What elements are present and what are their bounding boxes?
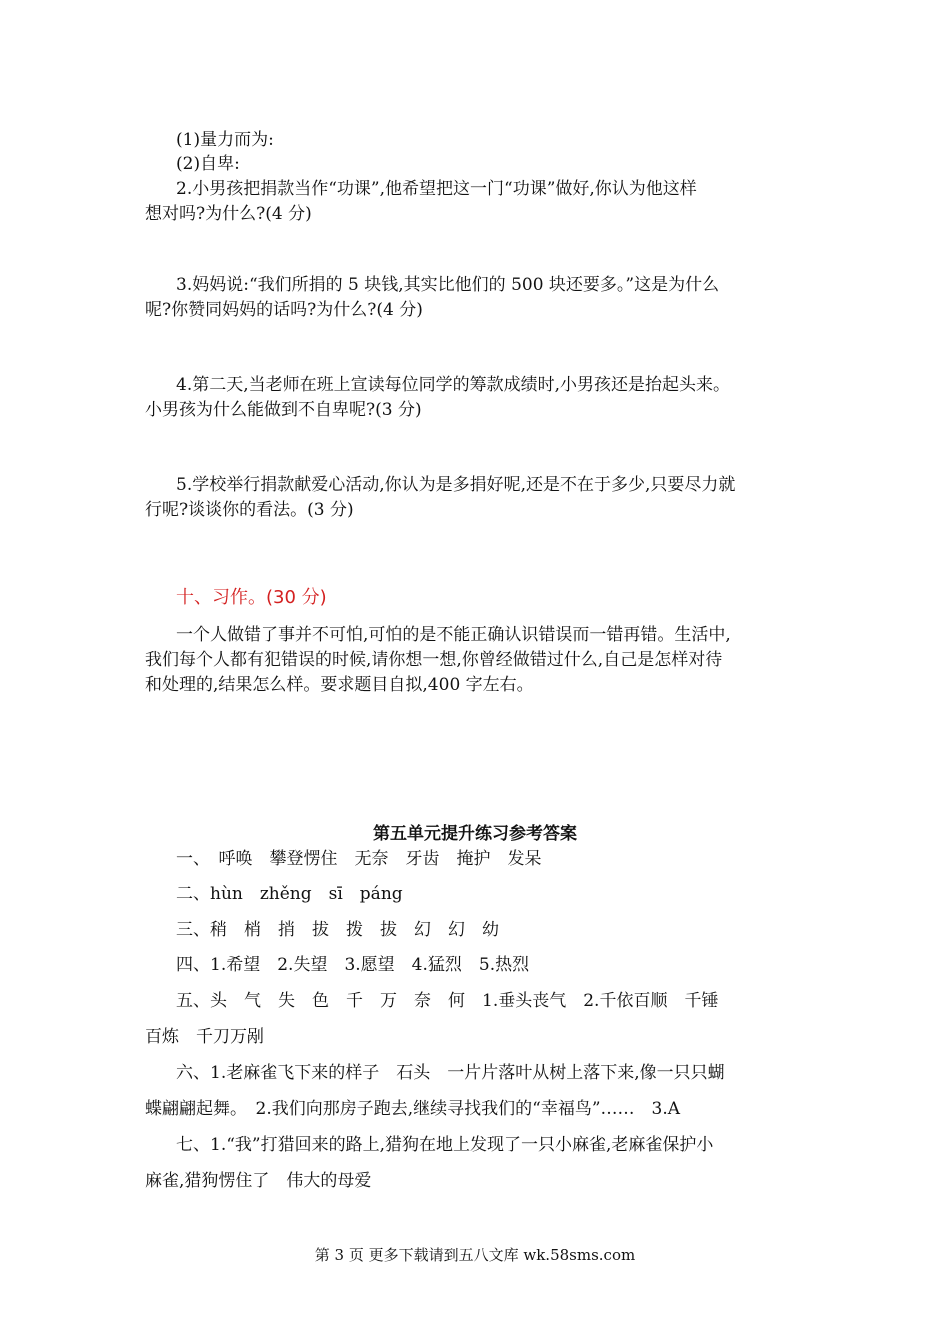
writing-prompt-line-1: 一个人做错了事并不可怕,可怕的是不能正确认识错误而一错再错。生活中, (176, 625, 731, 645)
writing-prompt-line-3: 和处理的,结果怎么样。要求题目自拟,400 字左右。 (145, 675, 534, 695)
answer-5-line-2: 百炼 千刀万剐 (145, 1027, 264, 1047)
answer-3: 三、稍 梢 捎 拔 拨 拔 幻 幻 幼 (176, 920, 499, 940)
answer-7-line-1: 七、1.“我”打猎回来的路上,猎狗在地上发现了一只小麻雀,老麻雀保护小 (176, 1135, 714, 1155)
question-5-line-1: 5.学校举行捐款献爱心活动,你认为是多捐好呢,还是不在于多少,只要尽力就 (176, 475, 736, 495)
answer-4: 四、1.希望 2.失望 3.愿望 4.猛烈 5.热烈 (176, 955, 530, 975)
sub-question-1: (1)量力而为: (176, 130, 274, 150)
answer-7-line-2: 麻雀,猎狗愣住了 伟大的母爱 (145, 1171, 372, 1191)
page-footer: 第 3 页 更多下载请到五八文库 wk.58sms.com (314, 1246, 636, 1264)
writing-prompt-line-2: 我们每个人都有犯错误的时候,请你想一想,你曾经做错过什么,自己是怎样对待 (145, 650, 723, 670)
answer-6-line-1: 六、1.老麻雀飞下来的样子 石头 一片片落叶从树上落下来,像一只只蝴 (176, 1063, 725, 1083)
question-5-line-2: 行呢?谈谈你的看法。(3 分) (145, 500, 354, 520)
answer-1: 一、 呼唤 攀登愣住 无奈 牙齿 掩护 发呆 (176, 849, 542, 869)
answer-key-title: 第五单元提升练习参考答案 (373, 824, 577, 844)
question-3-line-1: 3.妈妈说:“我们所捐的 5 块钱,其实比他们的 500 块还要多。”这是为什么 (176, 275, 720, 295)
answer-5-line-1: 五、头 气 失 色 千 万 奈 何 1.垂头丧气 2.千依百顺 千锤 (176, 991, 719, 1011)
question-4-line-1: 4.第二天,当老师在班上宣读每位同学的筹款成绩时,小男孩还是抬起头来。 (176, 375, 731, 395)
answer-2: 二、hùn zhěng sī páng (176, 884, 403, 904)
sub-question-2: (2)自卑: (176, 154, 240, 174)
question-2-line-1: 2.小男孩把捐款当作“功课”,他希望把这一门“功课”做好,你认为他这样 (176, 179, 697, 199)
question-4-line-2: 小男孩为什么能做到不自卑呢?(3 分) (145, 400, 422, 420)
question-2-line-2: 想对吗?为什么?(4 分) (145, 204, 312, 224)
answer-6-line-2: 蝶翩翩起舞。 2.我们向那房子跑去,继续寻找我们的“幸福鸟”…… 3.A (145, 1099, 681, 1119)
question-3-line-2: 呢?你赞同妈妈的话吗?为什么?(4 分) (145, 300, 423, 320)
writing-heading: 十、习作。(30 分) (176, 587, 327, 608)
